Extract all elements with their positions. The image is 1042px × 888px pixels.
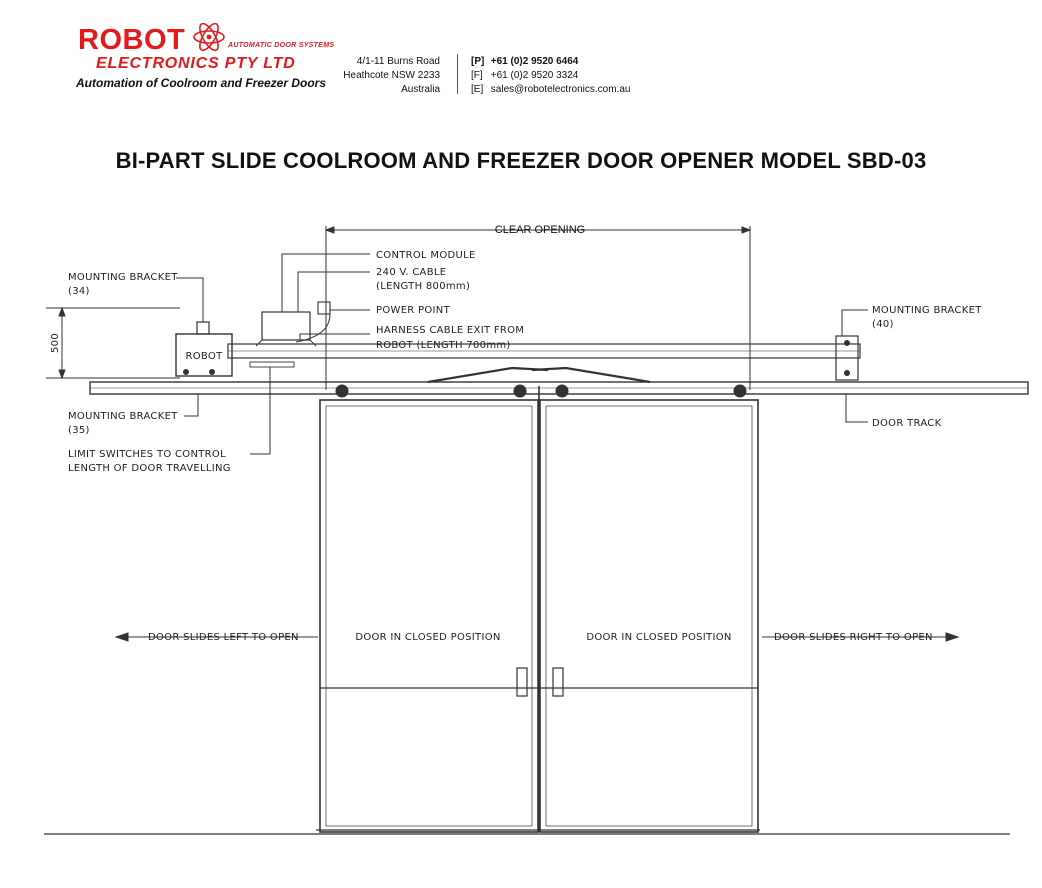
slides-right-label: DOOR SLIDES RIGHT TO OPEN [774,632,933,643]
contact-phone: [P] +61 (0)2 9520 6464 [471,56,579,67]
roller [556,385,568,397]
left-door-panel [320,400,538,832]
contact-fax: [F] +61 (0)2 9520 3324 [471,70,579,81]
mounting-bracket-34 [197,322,209,334]
left-door-handle [517,668,527,696]
brand-tagline: AUTOMATIC DOOR SYSTEMS [228,42,335,49]
contact-email[interactable]: [E] sales@robotelectronics.com.au [471,84,631,95]
mounting-bracket-35-label: MOUNTING BRACKET [68,411,178,422]
door-track-label: DOOR TRACK [872,418,942,429]
address-line: Heathcote NSW 2233 [343,70,440,81]
control-module-label: CONTROL MODULE [376,250,476,261]
cable-length-label: (LENGTH 800mm) [376,281,471,292]
harness-label-line1: HARNESS CABLE EXIT FROM [376,325,525,336]
brand-name: ROBOT [78,24,186,56]
mounting-bracket-35-num: (35) [68,425,90,436]
brand-strapline: Automation of Coolroom and Freezer Doors [76,76,327,90]
roller [336,385,348,397]
mounting-bracket-40-num: (40) [872,319,894,330]
control-module [262,312,310,340]
page-title: BI-PART SLIDE COOLROOM AND FREEZER DOOR OPENER MODEL SBD-03 [115,148,927,173]
address-line: 4/1-11 Burns Road [356,56,440,67]
right-door-panel [540,400,758,832]
right-door-label: DOOR IN CLOSED POSITION [586,632,732,643]
brand-company: ELECTRONICS PTY LTD [96,55,296,72]
mounting-bracket-34-label: MOUNTING BRACKET [68,272,178,283]
contact-block [471,55,630,97]
mounting-bracket-40-label: MOUNTING BRACKET [872,305,982,316]
header-divider [457,54,458,94]
height-dimension-label: 500 [50,333,61,353]
limit-switches [250,362,294,367]
address-line: Australia [401,84,440,95]
right-door-handle [553,668,563,696]
slides-left-label: DOOR SLIDES LEFT TO OPEN [148,632,299,643]
door-opener-diagram [0,200,1042,888]
clear-opening-label: CLEAR OPENING [494,224,586,236]
cable-240-label: 240 V. CABLE [376,267,447,278]
limit-switches-label-line1: LIMIT SWITCHES TO CONTROL [68,449,226,460]
limit-switches-label-line2: LENGTH OF DOOR TRAVELLING [68,463,231,474]
robot-unit-label: ROBOT [185,351,223,362]
power-point [318,302,330,314]
mounting-bracket-34-num: (34) [68,286,90,297]
left-door-label: DOOR IN CLOSED POSITION [355,632,501,643]
roller [514,385,526,397]
harness-label-line2: ROBOT (LENGTH 700mm) [376,340,511,351]
power-point-label: POWER POINT [376,305,450,316]
roller [734,385,746,397]
address-block [343,55,440,97]
letterhead [0,0,1042,110]
atom-logo-icon [192,20,226,54]
